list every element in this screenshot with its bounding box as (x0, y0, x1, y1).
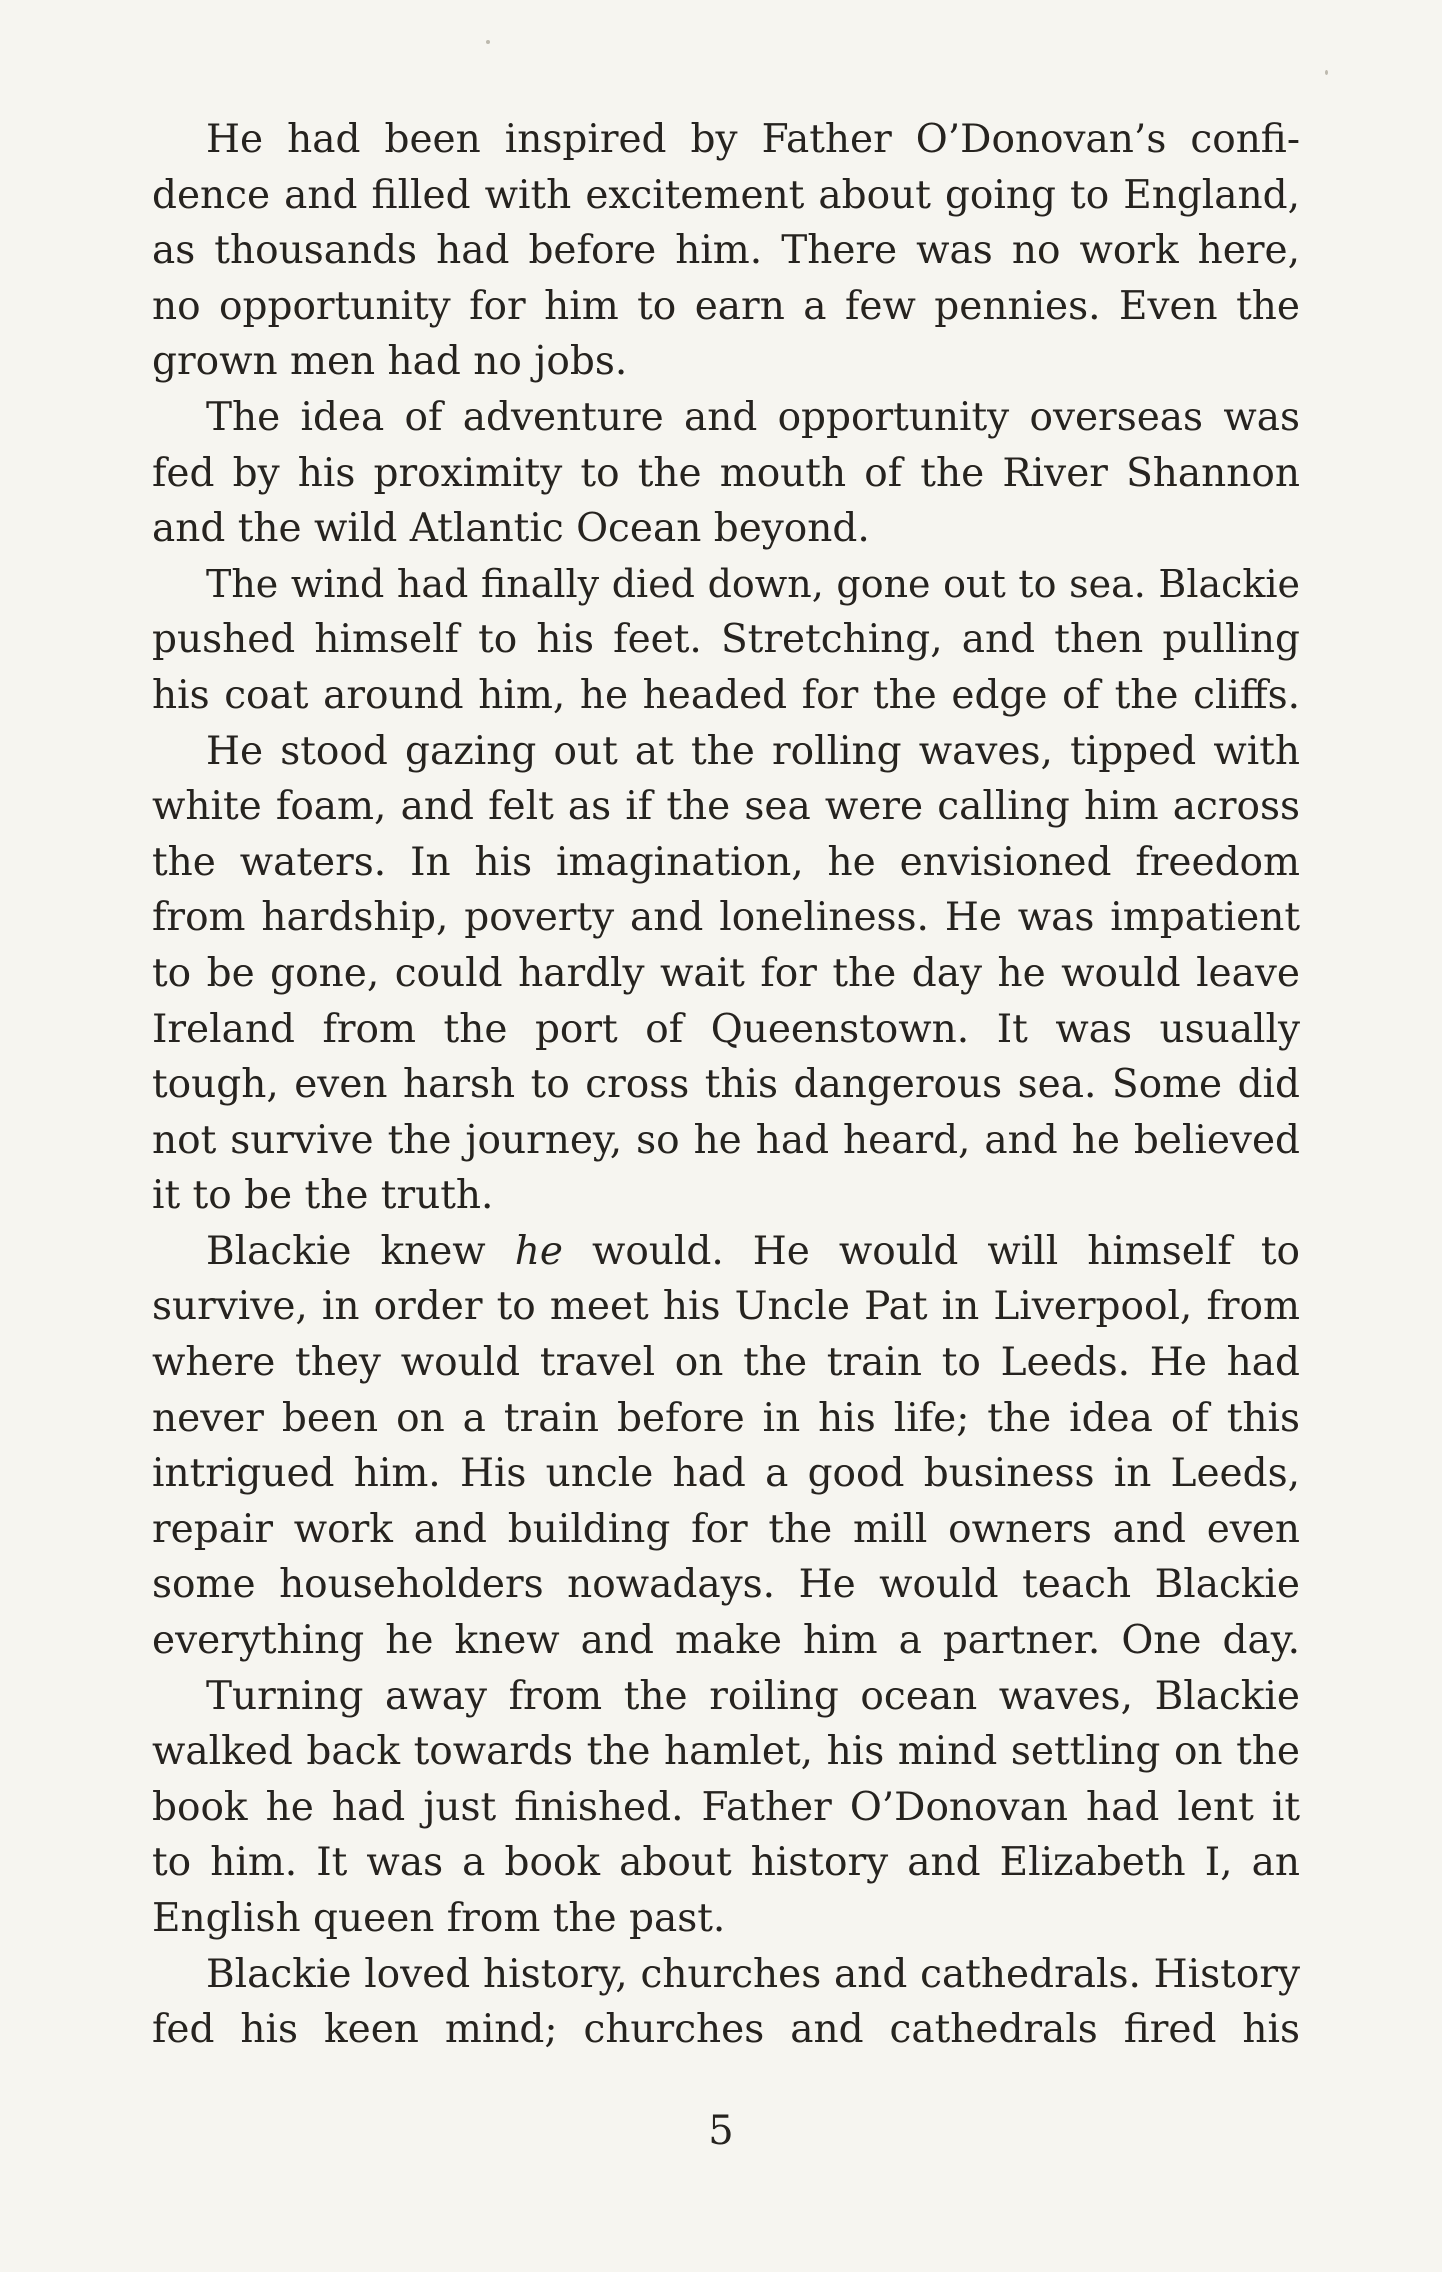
text-line: where they would travel on the train to Leeds. He had (152, 1340, 1300, 1386)
paragraph-3 (152, 557, 1300, 724)
paper-speck (1325, 70, 1328, 75)
text-line: He stood gazing out at the rolling waves, tipped with (206, 728, 1300, 774)
paragraph-6 (152, 1669, 1300, 1947)
text-line: to be gone, could hardly wait for the day he would leave (152, 950, 1300, 996)
text-line (152, 1224, 1300, 1280)
text-line: survive, in order to meet his Uncle Pat in Liverpool, from (152, 1284, 1300, 1330)
paragraph-2 (152, 390, 1300, 557)
text-line: grown men had no jobs. (152, 339, 628, 385)
text-run: would. He would will himself to (562, 1228, 1300, 1274)
paper-speck (486, 40, 490, 44)
text-line: and the wild Atlantic Ocean beyond. (152, 506, 870, 552)
paragraph-7 (152, 1947, 1300, 2058)
text-line: his coat around him, he headed for the edge of the cliffs. (152, 672, 1300, 718)
text-line: Ireland from the port of Queenstown. It was usually (152, 1006, 1300, 1052)
text-line: some householders nowadays. He would teach Blackie (152, 1562, 1300, 1608)
text-line: The wind had finally died down, gone out to sea. Blackie (206, 561, 1300, 606)
text-line: dence and filled with excitement about going to England, (152, 172, 1300, 218)
text-line: The idea of adventure and opportunity overseas was (206, 394, 1300, 440)
text-line: fed his keen mind; churches and cathedrals fired his (152, 2007, 1300, 2053)
text-line: not survive the journey, so he had heard, and he believed (152, 1117, 1300, 1163)
text-line: He had been inspired by Father O’Donovan’s confi- (206, 117, 1300, 162)
text-line: to him. It was a book about history and Elizabeth I, an (152, 1840, 1300, 1886)
text-line: walked back towards the hamlet, his mind settling on the (152, 1729, 1300, 1775)
text-line: the waters. In his imagination, he envisioned freedom (152, 839, 1300, 885)
text-line: Blackie loved history, churches and cathedrals. History (206, 1951, 1300, 1997)
text-line: white foam, and felt as if the sea were calling him across (152, 784, 1300, 830)
text-line: intrigued him. His uncle had a good business in Leeds, (152, 1451, 1300, 1497)
paragraph-4 (152, 724, 1300, 1224)
page-number: 5 (708, 2108, 734, 2154)
text-line: English queen from the past. (152, 1896, 726, 1941)
text-line: Turning away from the roiling ocean waves, Blackie (206, 1673, 1300, 1719)
text-line: as thousands had before him. There was no work here, (152, 228, 1300, 274)
text-line: repair work and building for the mill owners and even (152, 1506, 1300, 1552)
text-line: fed by his proximity to the mouth of the River Shannon (152, 450, 1300, 496)
text-line: pushed himself to his feet. Stretching, and then pulling (152, 617, 1300, 663)
text-line: tough, even harsh to cross this dangerous sea. Some did (152, 1062, 1300, 1108)
text-line: book he had just finished. Father O’Donovan had lent it (152, 1784, 1300, 1830)
text-line: never been on a train before in his life; the idea of this (152, 1395, 1300, 1441)
text-line: from hardship, poverty and loneliness. He was impatient (152, 895, 1300, 941)
body-text (152, 112, 1300, 2058)
emphasis-word: he (514, 1228, 563, 1274)
paragraph-5 (152, 1224, 1300, 1669)
paragraph-1 (152, 112, 1300, 390)
text-line: everything he knew and make him a partner. One day. (152, 1618, 1300, 1664)
text-run: Blackie knew (206, 1228, 515, 1274)
text-line: no opportunity for him to earn a few pennies. Even the (152, 283, 1300, 329)
text-line: it to be the truth. (152, 1173, 494, 1219)
